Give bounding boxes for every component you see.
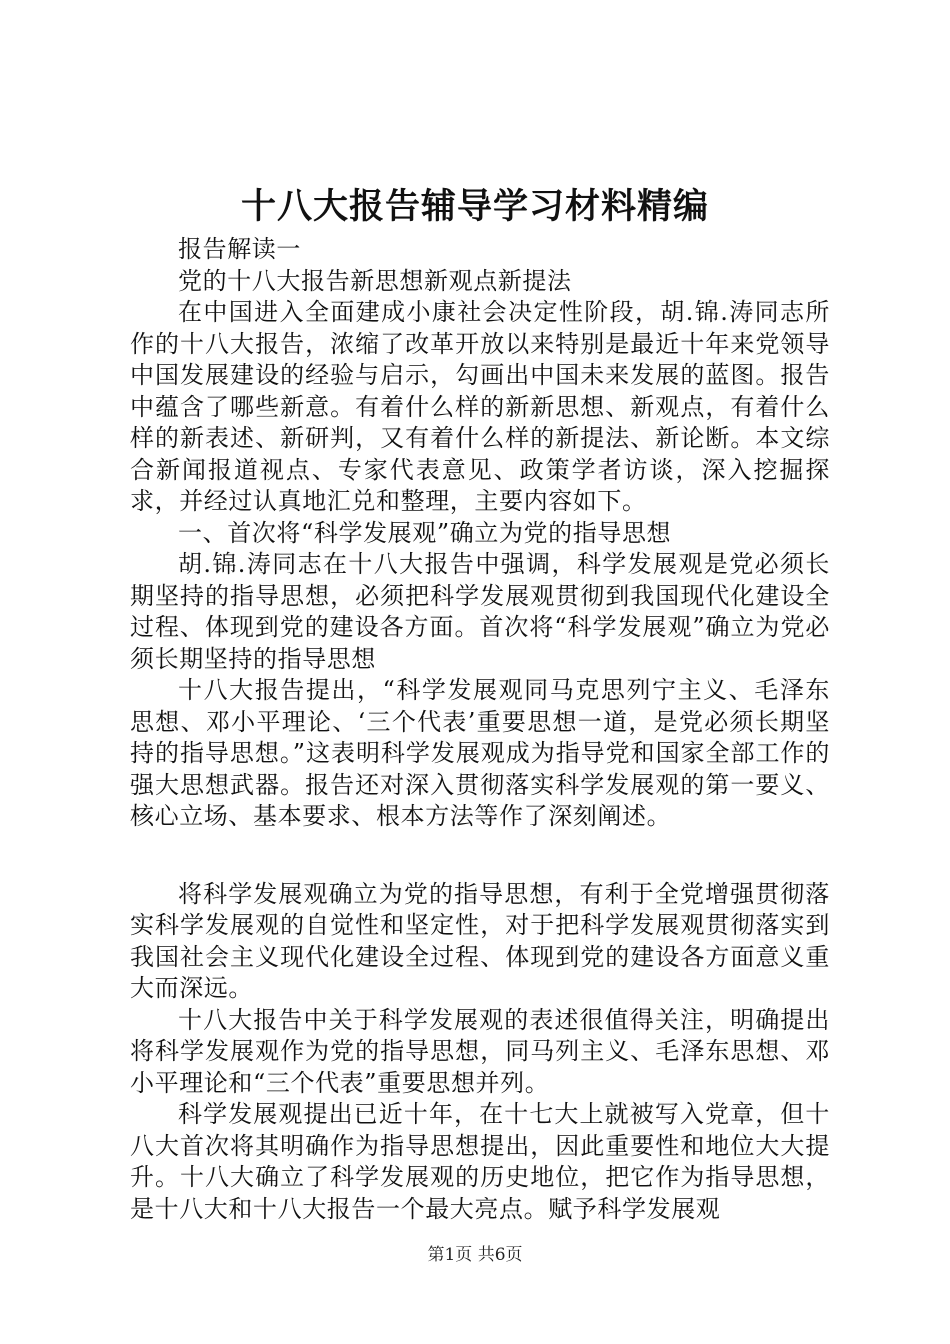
page-footer: 第1页 共6页 [427,1245,523,1265]
paragraph-body: 科学发展观提出已近十年，在十七大上就被写入党章，但十八大首次将其明确作为指导思想提出，因此重要性和地位大大提升。十八大确立了科学发展观的历史地位，把它作为指导思想，是十八大和十八大报告一个最大亮点。赋予科学发展观 [130,1100,830,1223]
paragraph-report-interpretation: 报告解读一 [178,235,301,263]
paragraph-subtitle: 党的十八大报告新思想新观点新提法 [178,266,572,295]
document-title: 十八大报告辅导学习材料精编 [240,186,709,227]
section-heading-1: 一、首次将“科学发展观”确立为党的指导思想 [178,518,672,547]
paragraph-body: 十八大报告提出，“科学发展观同马克思列宁主义、毛泽东思想、邓小平理论、‘三个代表’重要思想一道，是党必须长期坚持的指导思想。”这表明科学发展观成为指导党和国家全部工作的强大思想武器。报告还对深入贯彻落实科学发展观的第一要义、核心立场、基本要求、根本方法等作了深刻阐述。 [130,676,830,830]
paragraph-body: 将科学发展观确立为党的指导思想，有利于全党增强贯彻落实科学发展观的自觉性和坚定性，对于把科学发展观贯彻落实到我国社会主义现代化建设全过程、体现到党的建设各方面意义重大而深远。 [130,879,830,1002]
paragraph-intro: 在中国进入全面建成小康社会决定性阶段，胡.锦.涛同志所作的十八大报告，浓缩了改革开放以来特别是最近十年来党领导中国发展建设的经验与启示，勾画出中国未来发展的蓝图。报告中蕴含了哪些新意。有着什么样的新新思想、新观点，有着什么样的新表述、新研判，又有着什么样的新提法、新论断。本文综合新闻报道视点、专家代表意见、政策学者访谈，深入挖掘探求，并经过认真地汇兑和整理，主要内容如下。 [130,298,830,515]
paragraph-body: 胡.锦.涛同志在十八大报告中强调，科学发展观是党必须长期坚持的指导思想，必须把科学发展观贯彻到我国现代化建设全过程、体现到党的建设各方面。首次将“科学发展观”确立为党必须长期坚持的指导思想 [130,550,830,673]
paragraph-body: 十八大报告中关于科学发展观的表述很值得关注，明确提出将科学发展观作为党的指导思想，同马列主义、毛泽东思想、邓小平理论和“三个代表”重要思想并列。 [130,1005,830,1097]
document-body [130,234,830,1225]
